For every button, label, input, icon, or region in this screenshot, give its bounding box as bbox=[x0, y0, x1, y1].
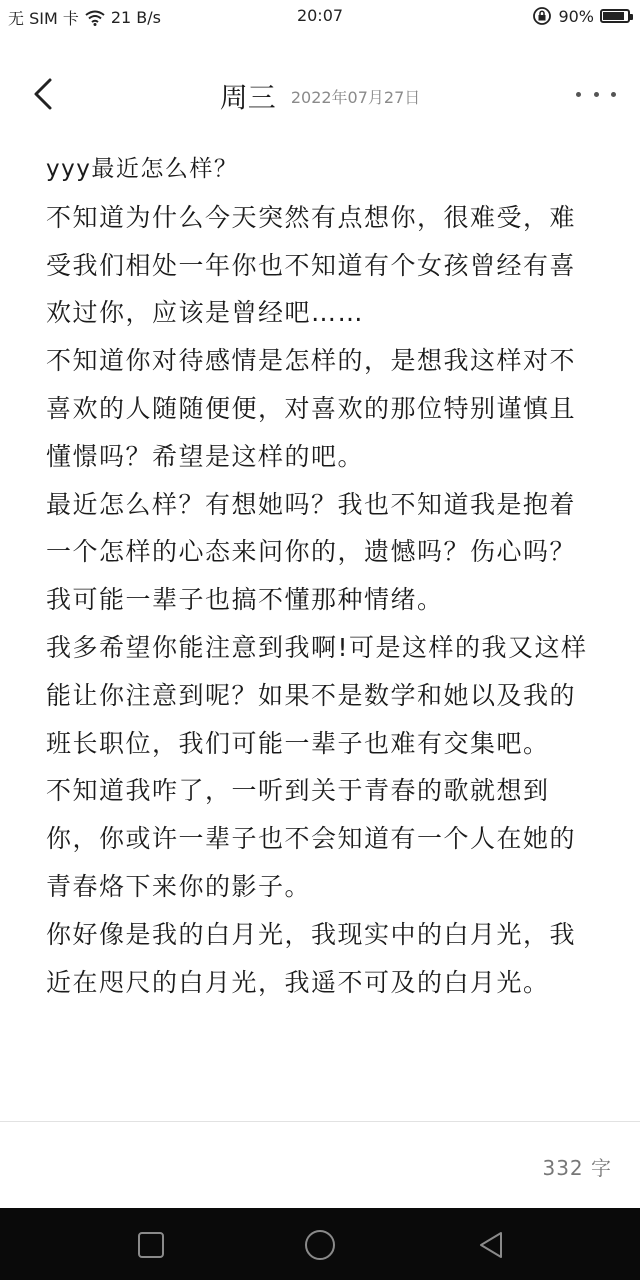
carrier-label: 无 SIM 卡 bbox=[8, 9, 79, 28]
network-speed: 21 B/s bbox=[110, 8, 162, 27]
diary-paragraph: 最近怎么样？有想她吗？我也不知道我是抱着一个怎样的心态来问你的，遗憾吗？伤心吗？我可能一辈子也搞不懂那种情绪。 bbox=[46, 489, 577, 615]
title-group bbox=[0, 76, 640, 116]
navigation-bar bbox=[0, 1208, 640, 1280]
header bbox=[0, 62, 640, 126]
rotation-lock-icon bbox=[532, 6, 552, 26]
battery-level-fill bbox=[603, 12, 624, 20]
diary-paragraph: 不知道你对待感情是怎样的，是想我这样对不喜欢的人随随便便，对喜欢的那位特别谨慎且懂憬吗？希望是这样的吧。 bbox=[46, 346, 577, 471]
status-time: 20:07 bbox=[296, 6, 344, 25]
more-dots-icon bbox=[611, 92, 616, 97]
status-right bbox=[532, 6, 630, 26]
page-title: 周三 bbox=[219, 81, 276, 114]
recents-square-icon bbox=[134, 1228, 168, 1262]
more-button[interactable] bbox=[576, 82, 616, 106]
footer-divider bbox=[0, 1121, 640, 1122]
diary-paragraph: 我多希望你能注意到我啊!可是这样的我又这样能让你注意到呢？如果不是数学和她以及我的班长职位，我们可能一辈子也难有交集吧。 bbox=[46, 632, 588, 758]
home-circle-icon bbox=[303, 1228, 337, 1262]
diary-paragraph: yyy最近怎么样？ bbox=[46, 156, 239, 182]
diary-paragraph: 你好像是我的白月光，我现实中的白月光，我近在咫尺的白月光，我遥不可及的白月光。 bbox=[46, 919, 577, 997]
diary-paragraph: 不知道为什么今天突然有点想你，很难受，难受我们相处一年你也不知道有个女孩曾经有喜欢过你，应该是曾经吧…… bbox=[46, 202, 577, 328]
diary-paragraph: 不知道我咋了，一听到关于青春的歌就想到你，你或许一辈子也不会知道有一个人在她的青春烙下来你的影子。 bbox=[46, 776, 577, 901]
diary-body[interactable] bbox=[46, 146, 598, 1116]
word-count: 332 字 bbox=[542, 1156, 612, 1180]
status-bar bbox=[0, 0, 640, 34]
entry-date: 2022年07月27日 bbox=[290, 87, 421, 107]
more-dots-icon bbox=[594, 92, 599, 97]
recents-button[interactable] bbox=[134, 1228, 168, 1262]
nav-back-button[interactable] bbox=[474, 1228, 508, 1262]
battery-icon bbox=[600, 9, 630, 23]
home-button[interactable] bbox=[303, 1228, 337, 1262]
more-dots-icon bbox=[576, 92, 581, 97]
battery-percent: 90% bbox=[558, 6, 594, 26]
nav-back-triangle-icon bbox=[474, 1228, 508, 1262]
